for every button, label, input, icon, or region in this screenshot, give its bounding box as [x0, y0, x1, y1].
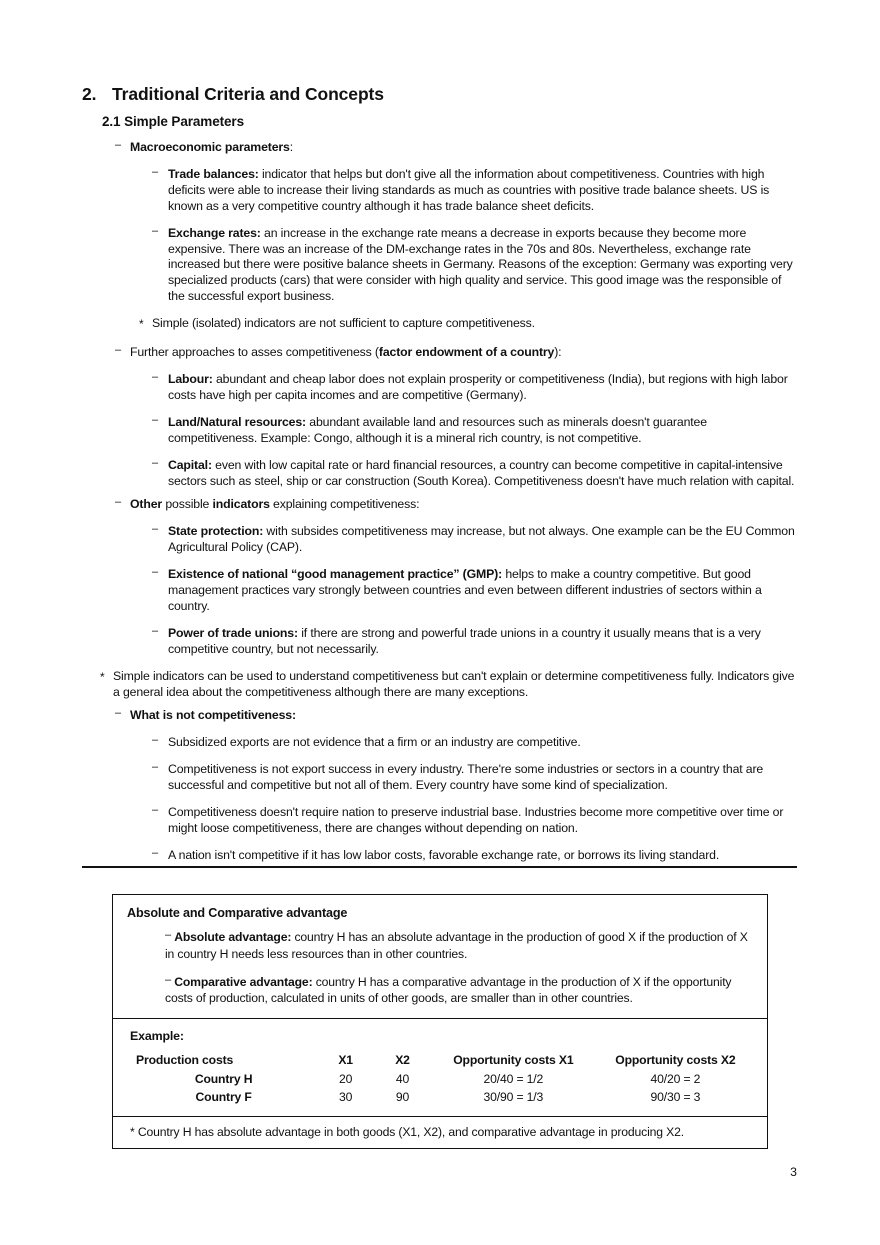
note-simple-indicators: [113, 669, 797, 701]
dash-bullet-icon: [152, 848, 158, 865]
dash-bullet-icon: [165, 975, 171, 989]
term-text: with subsides competitiveness may increase, but not always. One example can be the EU Common Agricultural Policy (CAP).: [168, 524, 795, 555]
column-header-x1: X1: [338, 1053, 353, 1068]
dash-bullet-icon: [152, 567, 158, 584]
term: Power of trade unions:: [168, 625, 298, 640]
term: Land/Natural resources:: [168, 414, 307, 429]
term: Existence of national “good management practice” (GMP):: [168, 567, 503, 582]
dash-bullet-icon: [152, 226, 158, 243]
dash-bullet-icon: [152, 762, 158, 779]
dash-bullet-icon: [152, 735, 158, 752]
cell-country: Country H: [194, 1071, 253, 1086]
cell-x1: 20: [339, 1071, 353, 1086]
example-label: Example:: [130, 1029, 184, 1044]
term-text: country H has an absolute advantage in the production of good X if the production of X in country H needs less resources than in other countries.: [165, 930, 748, 961]
cell-opp-x2: 90/30 = 3: [650, 1090, 701, 1105]
term: Trade balances:: [168, 166, 259, 181]
list-item-further-approaches: [130, 345, 795, 361]
subsection-title: 2.1 Simple Parameters: [102, 114, 244, 129]
section-number: 2.: [82, 84, 97, 104]
lead-pre: Further approaches to asses competitiveness (: [130, 345, 379, 360]
dash-bullet-icon: [152, 805, 158, 822]
term: Labour:: [168, 371, 213, 386]
table-row: [130, 1071, 755, 1090]
term: Comparative advantage:: [174, 974, 313, 989]
column-header-production-costs: Production costs: [136, 1053, 234, 1068]
table-header-row: [130, 1052, 755, 1071]
list-item-gmp: [168, 567, 795, 615]
term-text: indicator that helps but don't give all the information about competitiveness. Countries with high deficits were able to increase their living standards as much as countries with positive trade balance sheets. US is known as a very competitive country although it has trade balance sheet deficits.: [168, 166, 770, 213]
term-text: an increase in the exchange rate means a decrease in exports because they become more expensive. There was an increase of the DM-exchange rates in the 70s and 80s. Nevertheless, exchange rate increased but there were positive balance sheets in Germany. Reasons of the exception: Germany was exporting very specialized products (cars) that were consider with high quality and service. This good image was the responsible of the successful export business.: [168, 225, 793, 304]
list-item-label-suffix: :: [289, 140, 294, 154]
dash-bullet-icon: [115, 140, 121, 157]
note-text: Simple indicators can be used to understand competitiveness but can't explain or determine competitiveness fully. Indicators give a general idea about the competitiveness although there are many exceptions.: [113, 668, 795, 699]
cell-opp-x2: 40/20 = 2: [650, 1071, 701, 1086]
list-item-label: Macroeconomic parameters: [130, 140, 290, 154]
list-item-not-comp-4: [168, 848, 795, 864]
list-item-what-is-not-competitiveness: [130, 708, 795, 724]
dash-bullet-icon: [115, 497, 121, 514]
list-item-not-comp-3: [168, 805, 795, 837]
cell-country: Country F: [195, 1090, 252, 1105]
cell-x1: 30: [339, 1090, 353, 1105]
term-text: abundant and cheap labor does not explain prosperity or competitiveness (India), but regions with high labor costs have high per capita incomes and are competitive (Germany).: [168, 371, 788, 402]
advantage-box-definitions: [113, 895, 767, 1018]
advantage-box: [112, 894, 768, 1149]
term-text: abundant available land and resources such as minerals doesn't guarantee competitiveness. Example: Congo, although it is a mineral rich country, is not competitive.: [168, 414, 707, 445]
lead-bold-2: indicators: [212, 497, 270, 512]
list-item-not-comp-2: [168, 762, 795, 794]
definition-comparative-advantage: [165, 975, 757, 1008]
lead-post: explaining competitiveness:: [269, 497, 420, 512]
dash-bullet-icon: [115, 345, 121, 362]
list-item-label: What is not competitiveness:: [130, 708, 296, 723]
list-item-text: Competitiveness is not export success in every industry. There're some industries or sectors in a country that are successful and competitive but not all of them. Every country have some kind of specialization.: [168, 762, 764, 793]
list-item-land-natural-resources: [168, 415, 795, 447]
list-item-text: A nation isn't competitive if it has low labor costs, favorable exchange rate, or borrows its living standard.: [168, 847, 720, 862]
dash-bullet-icon: [152, 524, 158, 541]
advantage-box-title: Absolute and Comparative advantage: [127, 906, 348, 920]
list-item-not-comp-1: [168, 735, 795, 751]
term-text: country H has a comparative advantage in the production of X if the opportunity costs of production, calculated in units of other goods, are smaller than in other countries.: [165, 974, 732, 1006]
lead-post: ):: [554, 345, 562, 360]
list-item-power-of-trade-unions: [168, 626, 795, 658]
note-text: Simple (isolated) indicators are not sufficient to capture competitiveness.: [152, 316, 535, 331]
cell-opp-x1: 20/40 = 1/2: [483, 1071, 544, 1086]
list-item-capital: [168, 458, 795, 490]
dash-bullet-icon: [152, 626, 158, 643]
list-item-trade-balances: [168, 167, 795, 215]
cell-x2: 90: [395, 1090, 410, 1105]
cell-x2: 40: [395, 1071, 410, 1086]
list-item-exchange-rates: [168, 226, 795, 306]
section-divider: [82, 866, 797, 868]
advantage-box-example: [113, 1018, 767, 1116]
list-item-text: Subsidized exports are not evidence that a firm or an industry are competitive.: [168, 735, 581, 750]
list-item-state-protection: [168, 524, 795, 556]
term-text: if there are strong and powerful trade unions in a country it usually means that is a very competitive country, but not necessarily.: [168, 625, 761, 656]
lead-mid: possible: [162, 497, 213, 512]
dash-bullet-icon: [152, 415, 158, 432]
term: Absolute advantage:: [174, 930, 292, 944]
definition-absolute-advantage: [165, 930, 757, 963]
list-item-labour: [168, 372, 795, 404]
dash-bullet-icon: [152, 372, 158, 389]
column-header-opportunity-costs-x2: Opportunity costs X2: [615, 1053, 736, 1068]
term-text: helps to make a country competitive. But good management practices vary strongly between countries and even between different industries of sectors within a country.: [168, 567, 762, 613]
document-body: [0, 140, 880, 864]
dash-bullet-icon: [152, 458, 158, 475]
example-table: [130, 1052, 755, 1108]
asterisk-bullet-icon: [139, 316, 144, 332]
term: Capital:: [168, 457, 212, 472]
column-header-x2: X2: [395, 1053, 410, 1068]
section-title: Traditional Criteria and Concepts: [112, 84, 384, 104]
advantage-box-footnote: [113, 1116, 767, 1148]
note-simple-isolated-indicators: [152, 316, 797, 332]
dash-bullet-icon: [152, 167, 158, 184]
lead-bold-1: Other: [130, 497, 163, 512]
term: Exchange rates:: [168, 225, 261, 240]
list-item-other-indicators: [130, 497, 795, 513]
lead-bold: factor endowment of a country: [378, 345, 555, 360]
term-text: even with low capital rate or hard financial resources, a country can become competitive in capital-intensive sectors such as steel, ship or car construction (South Korea). Competitiveness doesn't have much relation with capital.: [168, 457, 795, 488]
page-title: [82, 84, 384, 105]
cell-opp-x1: 30/90 = 1/3: [483, 1090, 544, 1105]
list-item-text: Competitiveness doesn't require nation to preserve industrial base. Industries become more competitive over time or might loose competitiveness, there are changes without depending on nation.: [168, 805, 784, 835]
dash-bullet-icon: [165, 930, 171, 944]
column-header-opportunity-costs-x1: Opportunity costs X1: [453, 1053, 574, 1068]
page-number: 3: [790, 1165, 797, 1179]
asterisk-bullet-icon: [100, 669, 105, 685]
footnote-text: * Country H has absolute advantage in both goods (X1, X2), and comparative advantage in producing X2.: [130, 1124, 684, 1139]
list-item-macroeconomic-parameters: [130, 140, 795, 156]
term: State protection:: [168, 524, 264, 539]
dash-bullet-icon: [115, 708, 121, 725]
table-row: [130, 1089, 755, 1108]
